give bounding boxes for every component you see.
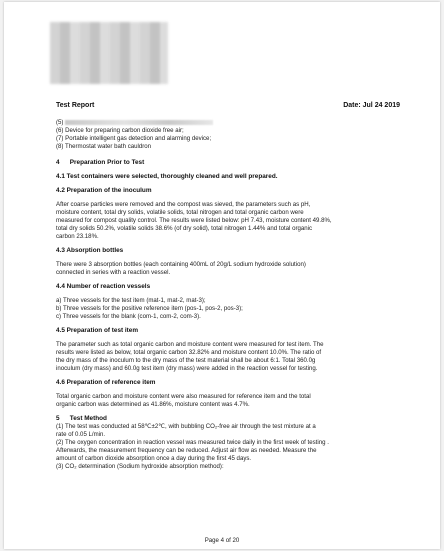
section-4-2-paragraph: After coarse particles were removed and the compost was sieved, the parameters such as pH, moisture content, total dry solids, volatile solids, total nitrogen and total organic carbon were measured for compost quality control. The results were listed below: pH 7.43, moisture content 49.8%, total dry solids 50.2%, volatile solids 38.6% (of dry solid), total nitrogen 1.44% and total organic carbon 23.18%. (56, 201, 332, 240)
list-item: (6) Device for preparing carbon dioxide free air; (56, 127, 184, 134)
list-item: (5) (56, 119, 400, 127)
section-4-4-heading: 4.4 Number of reaction vessels (56, 283, 151, 290)
list-item: (7) Portable intelligent gas detection and alarming device; (56, 135, 212, 142)
section-4-2-heading: 4.2 Preparation of the inoculum (56, 187, 152, 194)
section-4-1-heading: 4.1 Test containers were selected, thoroughly cleaned and well prepared. (56, 173, 278, 180)
section-4-5-paragraph: The parameter such as total organic carbon and moisture content were measured for test item. The results were listed as below, total organic carbon 32.82% and moisture content 10.0%. The ratio of the dry mass of the inoculum to the dry mass of the test material shall be about 6:1. Total 360.0g inoculum (dry mass) and 60.0g test item (dry mass) were added in the reaction vessel for testing. (56, 341, 324, 372)
section-5-heading: 5 Test Method (56, 415, 107, 422)
section-4-5-heading: 4.5 Preparation of test item (56, 327, 139, 334)
section-4-6-heading: 4.6 Preparation of reference item (56, 379, 156, 386)
section-4-6-paragraph: Total organic carbon and moisture content were also measured for reference item and the total organic carbon was determined as 41.86%, moisture content was 4.7%. (56, 393, 311, 408)
section-4-heading: 4 Preparation Prior to Test (56, 159, 145, 166)
section-5-paragraph: (1) The test was conducted at 58℃±2℃, with bubbling CO₂-free air through the test mixture at a rate of 0.05 L/min. (2) The oxygen concentration in reaction vessel was measured twice daily in the first week of testing . Afterwards, the measurement frequency can be reduced. Adjust air flow as needed. Measure the amount of carbon dioxide absorption once a day during the first 45 days. (3) CO₂ determination (Sodium hydroxide absorption method): (56, 423, 329, 470)
section-4-3-paragraph: There were 3 absorption bottles (each containing 400mL of 20g/L sodium hydroxide solution) connected in series with a reaction vessel. (56, 261, 306, 276)
section-4-3-heading: 4.3 Absorption bottles (56, 247, 124, 254)
section-4-4-list: a) Three vessels for the test item (mat-1, mat-2, mat-3); b) Three vessels for the positive reference item (pos-1, pos-2, pos-3); c) Three vessels for the blank (com-1, com-2, com-3). (56, 297, 243, 320)
report-date: Date: Jul 24 2019 (343, 102, 400, 109)
report-body (56, 119, 400, 471)
page-number: Page 4 of 20 (204, 537, 240, 544)
report-header (56, 102, 400, 109)
redacted-text (65, 120, 213, 125)
blurred-logo (50, 22, 168, 84)
list-item: (8) Thermostat water bath cauldron (56, 143, 152, 150)
report-title: Test Report (56, 102, 95, 109)
document-page (4, 2, 440, 549)
